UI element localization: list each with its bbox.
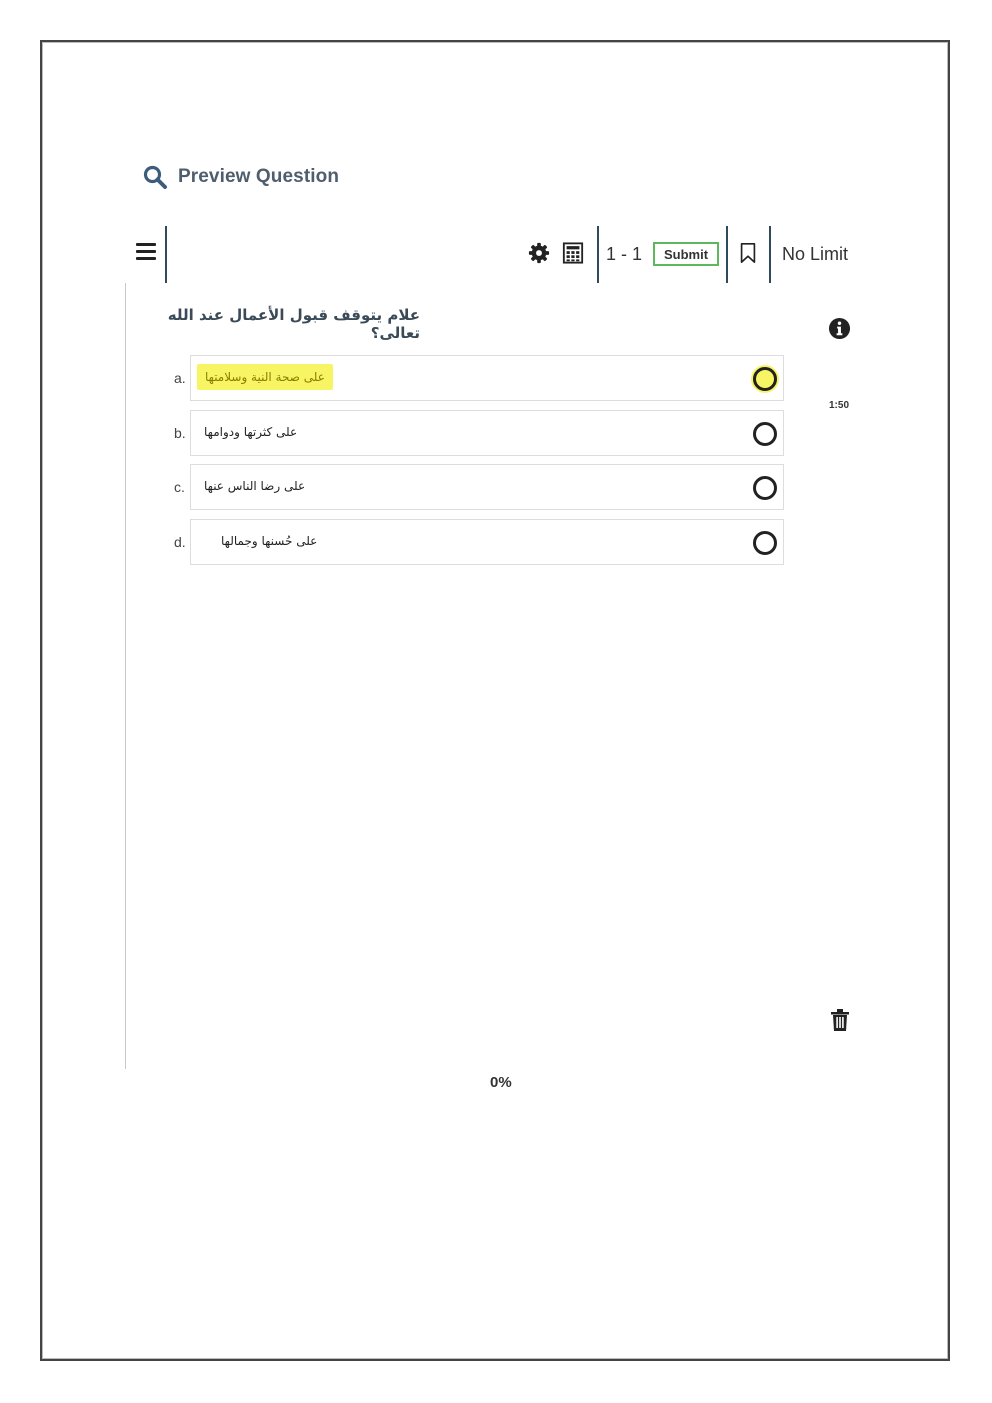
calculator-icon[interactable]: [562, 242, 584, 264]
toolbar-divider: [726, 226, 728, 283]
info-icon[interactable]: [828, 317, 851, 340]
option-letter: d.: [174, 534, 186, 550]
preview-header: [142, 164, 339, 190]
search-icon: [142, 164, 168, 190]
toolbar-divider: [597, 226, 599, 283]
option-box[interactable]: [190, 464, 784, 510]
bookmark-icon[interactable]: [737, 242, 759, 264]
option-box[interactable]: [190, 519, 784, 565]
option-radio[interactable]: [753, 422, 777, 446]
option-letter: b.: [174, 425, 186, 441]
gear-icon[interactable]: [528, 242, 550, 264]
trash-icon[interactable]: [830, 1008, 850, 1032]
option-a[interactable]: [170, 355, 784, 401]
option-b[interactable]: [170, 410, 784, 456]
menu-icon[interactable]: [136, 243, 156, 263]
option-radio[interactable]: [753, 367, 777, 391]
option-box[interactable]: [190, 355, 784, 401]
toolbar-divider: [769, 226, 771, 283]
question-timer: 1:50: [829, 400, 850, 411]
option-c[interactable]: [170, 464, 784, 510]
toolbar: [130, 226, 860, 283]
progress-percentage: 0%: [490, 1074, 512, 1091]
option-radio[interactable]: [753, 531, 777, 555]
left-border: [125, 283, 126, 1069]
question-counter: 1 - 1: [606, 244, 643, 264]
question-text: علام يتوقف قبول الأعمال عند الله تعالى؟: [167, 306, 420, 342]
option-letter: a.: [174, 370, 186, 386]
option-letter: c.: [174, 479, 185, 495]
option-text: على صحة النية وسلامتها: [197, 364, 333, 390]
page-title: Preview Question: [178, 166, 340, 187]
toolbar-divider: [165, 226, 167, 283]
option-box[interactable]: [190, 410, 784, 456]
option-d[interactable]: [170, 519, 784, 565]
time-limit-label: No Limit: [782, 244, 849, 264]
option-text: على رضا الناس عنها: [204, 479, 306, 493]
option-text: على كثرتها ودوامها: [204, 425, 298, 439]
submit-button[interactable]: Submit: [653, 242, 719, 266]
option-text: على حُسنها وجمالها: [221, 534, 318, 548]
option-radio[interactable]: [753, 476, 777, 500]
